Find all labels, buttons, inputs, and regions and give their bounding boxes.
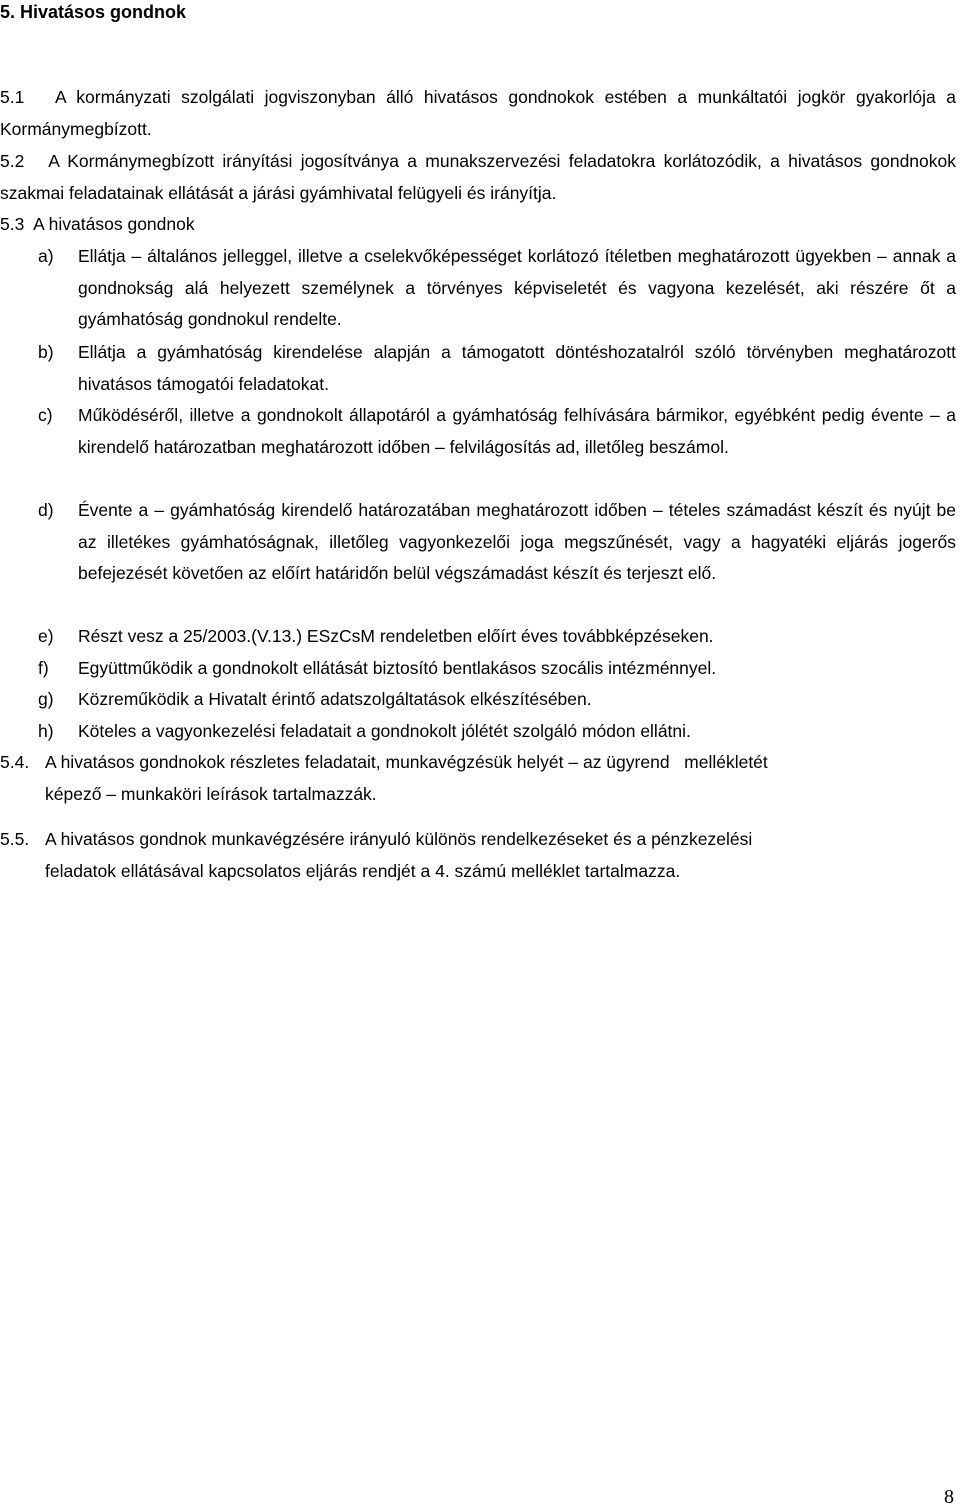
list-item-b — [38, 337, 956, 400]
list-item-label: f) — [38, 658, 49, 678]
list-item-label: g) — [38, 689, 54, 709]
list-item-label: b) — [38, 342, 54, 362]
paragraph-5-4 — [0, 747, 956, 810]
paragraph-number: 5.2 — [0, 151, 25, 171]
paragraph-line: A hivatásos gondnokok részletes feladatait, munkavégzésük helyét – az ügyrend mellékletét — [45, 752, 768, 772]
list-item-text: Együttműködik a gondnokolt ellátását biztosító bentlakásos szocális intézménnyel. — [78, 658, 717, 678]
list-item-text: Működéséről, illetve a gondnokolt állapotáról a gyámhatóság felhívására bármikor, egyébként pedig évente – a kirendelő határozatban meghatározott időben – felvilágosítás ad, illetőleg beszámol. — [78, 405, 956, 457]
paragraph-line: feladatok ellátásával kapcsolatos eljárás rendjét a 4. számú melléklet tartalmazza. — [45, 860, 681, 881]
paragraph-number: 5.3 — [0, 214, 25, 234]
paragraph-number: 5.4. — [0, 752, 30, 772]
paragraph-text: A hivatásos gondnok — [33, 214, 195, 234]
list-item-text: Köteles a vagyonkezelési feladatait a gondnokolt jólétét szolgáló módon ellátni. — [78, 721, 691, 741]
list-item-text: Részt vesz a 25/2003.(V.13.) ESzCsM rendeletben előírt éves továbbképzéseken. — [78, 626, 714, 646]
paragraph-number: 5.1 — [0, 87, 25, 107]
paragraph-line: képező – munkaköri leírások tartalmazzák. — [45, 783, 377, 804]
list-item-c — [38, 400, 956, 463]
list-item-label: c) — [38, 405, 53, 425]
list-item-text: Ellátja – általános jelleggel, illetve a cselekvőképességet korlátozó ítéletben meghatározott ügyekben – annak a gondnokság alá helyezett személynek a törvényes képviseletét és vagyona kezelését, aki részére őt a gyámhatóság gondnokul rendelte. — [78, 246, 956, 329]
paragraph-5-1 — [0, 82, 956, 145]
paragraph-number: 5.5. — [0, 829, 30, 849]
list-item-f — [38, 653, 956, 685]
paragraph-text: A kormányzati szolgálati jogviszonyban álló hivatásos gondnokok estében a munkáltatói jogkör gyakorlója a Kormánymegbízott. — [0, 87, 956, 139]
list-item-h — [38, 716, 956, 748]
list-item-d — [38, 495, 956, 590]
list-item-text: Ellátja a gyámhatóság kirendelése alapján a támogatott döntéshozatalról szóló törvényben meghatározott hivatásos támogatói feladatokat. — [78, 342, 956, 394]
list-item-label: h) — [38, 721, 54, 741]
page-number: 8 — [944, 1486, 954, 1508]
list-item-label: d) — [38, 500, 54, 520]
paragraph-line: A hivatásos gondnok munkavégzésére irányuló különös rendelkezéseket és a pénzkezelési — [45, 829, 753, 849]
list-item-label: a) — [38, 246, 54, 266]
list-item-a — [38, 241, 956, 336]
paragraph-5-3-title — [0, 209, 956, 241]
paragraph-5-5 — [0, 824, 956, 887]
list-item-text: Közreműködik a Hivatalt érintő adatszolgáltatások elkészítésében. — [78, 689, 592, 709]
list-item-g — [38, 684, 956, 716]
list-item-e — [38, 621, 956, 653]
list-item-text: Évente a – gyámhatóság kirendelő határozatában meghatározott időben – tételes számadást készít és nyújt be az illetékes gyámhatóságnak, illetőleg vagyonkezelői joga megszűnését, vagy a hagyatéki eljárás jogerős befejezését követően az előírt határidőn belül végszámadást készít és terjeszt elő. — [78, 500, 956, 583]
section-heading: 5. Hivatásos gondnok — [0, 2, 187, 22]
paragraph-5-2 — [0, 146, 956, 209]
paragraph-text: A Kormánymegbízott irányítási jogosítványa a munakszervezési feladatokra korlátozódik, a hivatásos gondnokok szakmai feladatainak ellátását a járási gyámhivatal felügyeli és irányítja. — [0, 151, 956, 203]
list-item-label: e) — [38, 626, 54, 646]
